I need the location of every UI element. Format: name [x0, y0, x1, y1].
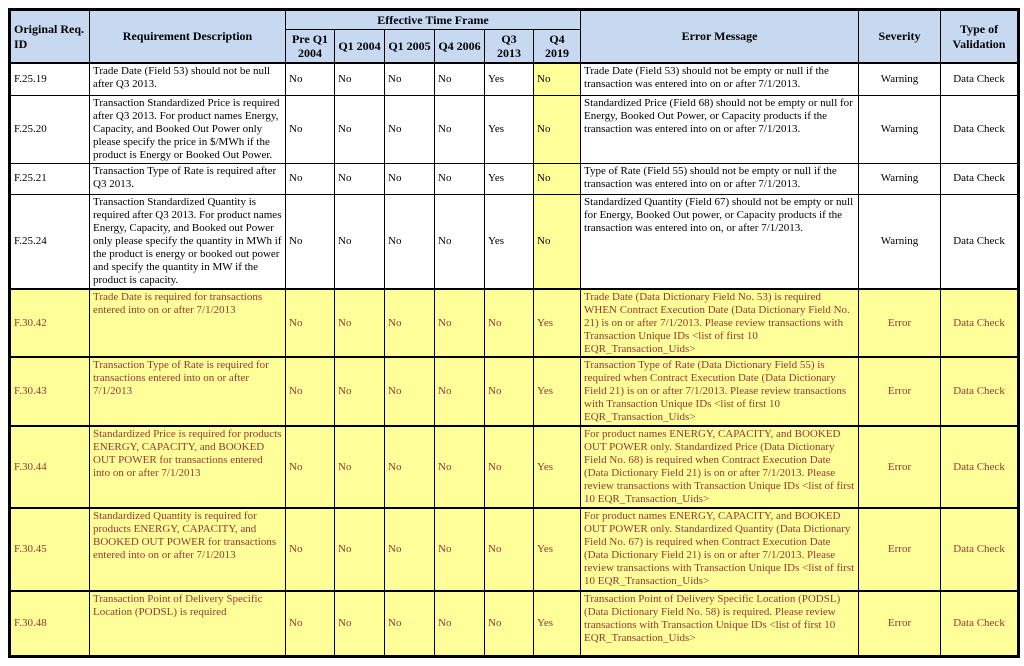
validation-cell: Data Check [941, 357, 1019, 426]
timeframe-cell: No [485, 508, 534, 591]
timeframe-cell: No [385, 591, 435, 657]
timeframe-cell: Yes [485, 96, 534, 164]
col-header-q3-2013: Q3 2013 [485, 30, 534, 64]
description-cell: Transaction Standardized Quantity is required after Q3 2013. For product names Energy, Capacity, and Booked out Power only please specify the quantity in MWh if the product is energy or booked out power and specify the quantity in MW if the product is capacity. [90, 194, 286, 288]
timeframe-cell: No [286, 194, 335, 288]
col-header-type-of-validation: Type of Validation [941, 10, 1019, 64]
severity-cell: Error [859, 591, 941, 657]
timeframe-cell: No [385, 508, 435, 591]
timeframe-cell: No [385, 63, 435, 96]
col-header-original-req-id: Original Req. ID [10, 10, 90, 64]
validation-rules-table [8, 8, 1020, 658]
timeframe-cell: No [335, 194, 385, 288]
col-header-q4-2006: Q4 2006 [435, 30, 485, 64]
error-message-cell: Transaction Type of Rate (Data Dictionary Field 55) is required when Contract Execution Date (Data Dictionary Field 21) is on or after 7/1/2013. Please review transactions with Transaction Unique IDs <list of first 10 EQR_Transaction_Uids> [581, 357, 859, 426]
validation-cell: Data Check [941, 289, 1019, 358]
timeframe-cell: No [335, 426, 385, 508]
timeframe-cell: No [435, 357, 485, 426]
error-message-cell: Transaction Point of Delivery Specific Location (PODSL) (Data Dictionary Field No. 58) is required. Please review transactions with Transaction Unique IDs <list of first 10 EQR_Transaction_Uids> [581, 591, 859, 657]
timeframe-cell: No [385, 289, 435, 358]
description-cell: Transaction Point of Delivery Specific Location (PODSL) is required [90, 591, 286, 657]
validation-cell: Data Check [941, 163, 1019, 194]
table-row [10, 289, 1019, 358]
description-cell: Transaction Type of Rate is required for transactions entered into on or after 7/1/2013 [90, 357, 286, 426]
description-cell: Trade Date (Field 53) should not be null after Q3 2013. [90, 63, 286, 96]
col-header-q4-2019: Q4 2019 [534, 30, 581, 64]
table-row [10, 63, 1019, 96]
timeframe-cell: No [534, 96, 581, 164]
timeframe-cell: No [286, 289, 335, 358]
table-row [10, 357, 1019, 426]
error-message-cell: Trade Date (Data Dictionary Field No. 53) is required WHEN Contract Execution Date (Data Dictionary Field No. 21) is on or after 7/1/2013. Please review transactions with Transaction Unique IDs <list of first 10 EQR_Transaction_Uids> [581, 289, 859, 358]
req-id-cell: F.25.20 [10, 96, 90, 164]
timeframe-cell: No [335, 289, 385, 358]
description-cell: Transaction Standardized Price is required after Q3 2013. For product names Energy, Capacity, and Booked Out Power only please specify the price in $/MWh if the product is Energy or Booked Out Power. [90, 96, 286, 164]
timeframe-cell: No [485, 426, 534, 508]
timeframe-cell: No [286, 508, 335, 591]
timeframe-cell: No [335, 508, 385, 591]
col-header-effective-time-frame: Effective Time Frame [286, 10, 581, 30]
severity-cell: Warning [859, 194, 941, 288]
timeframe-cell: No [435, 591, 485, 657]
table-row [10, 591, 1019, 657]
req-id-cell: F.30.43 [10, 357, 90, 426]
severity-cell: Error [859, 508, 941, 591]
timeframe-cell: Yes [485, 163, 534, 194]
validation-cell: Data Check [941, 426, 1019, 508]
col-header-q1-2004: Q1 2004 [335, 30, 385, 64]
timeframe-cell: No [286, 96, 335, 164]
timeframe-cell: Yes [534, 357, 581, 426]
error-message-cell: Standardized Price (Field 68) should not be empty or null for Energy, Booked Out Power, or Capacity products if the transaction was entered into on or after 7/1/2013. [581, 96, 859, 164]
timeframe-cell: No [286, 163, 335, 194]
table-body [10, 63, 1019, 657]
timeframe-cell: No [335, 96, 385, 164]
timeframe-cell: No [286, 357, 335, 426]
timeframe-cell: No [435, 508, 485, 591]
table-header [10, 10, 1019, 64]
col-header-error-message: Error Message [581, 10, 859, 64]
table-row [10, 96, 1019, 164]
timeframe-cell: Yes [534, 426, 581, 508]
severity-cell: Error [859, 426, 941, 508]
timeframe-cell: No [435, 163, 485, 194]
timeframe-cell: No [435, 426, 485, 508]
timeframe-cell: Yes [485, 194, 534, 288]
description-cell: Standardized Quantity is required for products ENERGY, CAPACITY, and BOOKED OUT POWER for transactions entered into on or after 7/1/2013 [90, 508, 286, 591]
table-row [10, 194, 1019, 288]
error-message-cell: Type of Rate (Field 55) should not be empty or null if the transaction was entered into on or after 7/1/2013. [581, 163, 859, 194]
validation-cell: Data Check [941, 508, 1019, 591]
timeframe-cell: No [485, 357, 534, 426]
severity-cell: Warning [859, 63, 941, 96]
validation-cell: Data Check [941, 194, 1019, 288]
timeframe-cell: No [335, 163, 385, 194]
req-id-cell: F.30.45 [10, 508, 90, 591]
timeframe-cell: No [435, 289, 485, 358]
severity-cell: Warning [859, 96, 941, 164]
col-header-q1-2005: Q1 2005 [385, 30, 435, 64]
col-header-severity: Severity [859, 10, 941, 64]
timeframe-cell: Yes [534, 591, 581, 657]
timeframe-cell: No [435, 194, 485, 288]
timeframe-cell: No [335, 591, 385, 657]
description-cell: Standardized Price is required for products ENERGY, CAPACITY, and BOOKED OUT POWER for transactions entered into on or after 7/1/2013 [90, 426, 286, 508]
timeframe-cell: Yes [534, 289, 581, 358]
req-id-cell: F.30.42 [10, 289, 90, 358]
validation-cell: Data Check [941, 63, 1019, 96]
error-message-cell: For product names ENERGY, CAPACITY, and BOOKED OUT POWER only. Standardized Price (Data Dictionary Field No. 68) is required when Contract Execution Date (Data Dictionary Field 21) is on or after 7/1/2013. Please review transactions with Transaction Unique IDs <list of first 10 EQR_Transaction_Uids> [581, 426, 859, 508]
req-id-cell: F.30.48 [10, 591, 90, 657]
timeframe-cell: No [335, 357, 385, 426]
req-id-cell: F.25.19 [10, 63, 90, 96]
error-message-cell: Trade Date (Field 53) should not be empty or null if the transaction was entered into on or after 7/1/2013. [581, 63, 859, 96]
timeframe-cell: No [286, 63, 335, 96]
req-id-cell: F.25.21 [10, 163, 90, 194]
validation-cell: Data Check [941, 591, 1019, 657]
table-row [10, 508, 1019, 591]
severity-cell: Error [859, 357, 941, 426]
timeframe-cell: No [335, 63, 385, 96]
error-message-cell: Standardized Quantity (Field 67) should not be empty or null for Energy, Booked Out power, or Capacity products if the transaction was entered into on, or after 7/1/2013. [581, 194, 859, 288]
timeframe-cell: No [385, 96, 435, 164]
req-id-cell: F.30.44 [10, 426, 90, 508]
timeframe-cell: No [286, 591, 335, 657]
timeframe-cell: No [385, 357, 435, 426]
error-message-cell: For product names ENERGY, CAPACITY, and BOOKED OUT POWER only. Standardized Quantity (Data Dictionary Field No. 67) is required when Contract Execution Date (Data Dictionary Field 21) is on or after 7/1/2013. Please review transactions with Transaction Unique IDs <list of first 10 EQR_Transaction_Uids> [581, 508, 859, 591]
col-header-requirement-description: Requirement Description [90, 10, 286, 64]
timeframe-cell: No [485, 289, 534, 358]
table-row [10, 163, 1019, 194]
table-row [10, 426, 1019, 508]
timeframe-cell: No [385, 194, 435, 288]
timeframe-cell: Yes [534, 508, 581, 591]
timeframe-cell: No [534, 63, 581, 96]
timeframe-cell: No [534, 194, 581, 288]
description-cell: Transaction Type of Rate is required after Q3 2013. [90, 163, 286, 194]
timeframe-cell: No [485, 591, 534, 657]
timeframe-cell: No [534, 163, 581, 194]
timeframe-cell: No [385, 163, 435, 194]
description-cell: Trade Date is required for transactions entered into on or after 7/1/2013 [90, 289, 286, 358]
timeframe-cell: No [385, 426, 435, 508]
timeframe-cell: No [435, 63, 485, 96]
timeframe-cell: No [286, 426, 335, 508]
col-header-pre-q1-2004: Pre Q1 2004 [286, 30, 335, 64]
req-id-cell: F.25.24 [10, 194, 90, 288]
severity-cell: Warning [859, 163, 941, 194]
validation-cell: Data Check [941, 96, 1019, 164]
timeframe-cell: Yes [485, 63, 534, 96]
severity-cell: Error [859, 289, 941, 358]
timeframe-cell: No [435, 96, 485, 164]
